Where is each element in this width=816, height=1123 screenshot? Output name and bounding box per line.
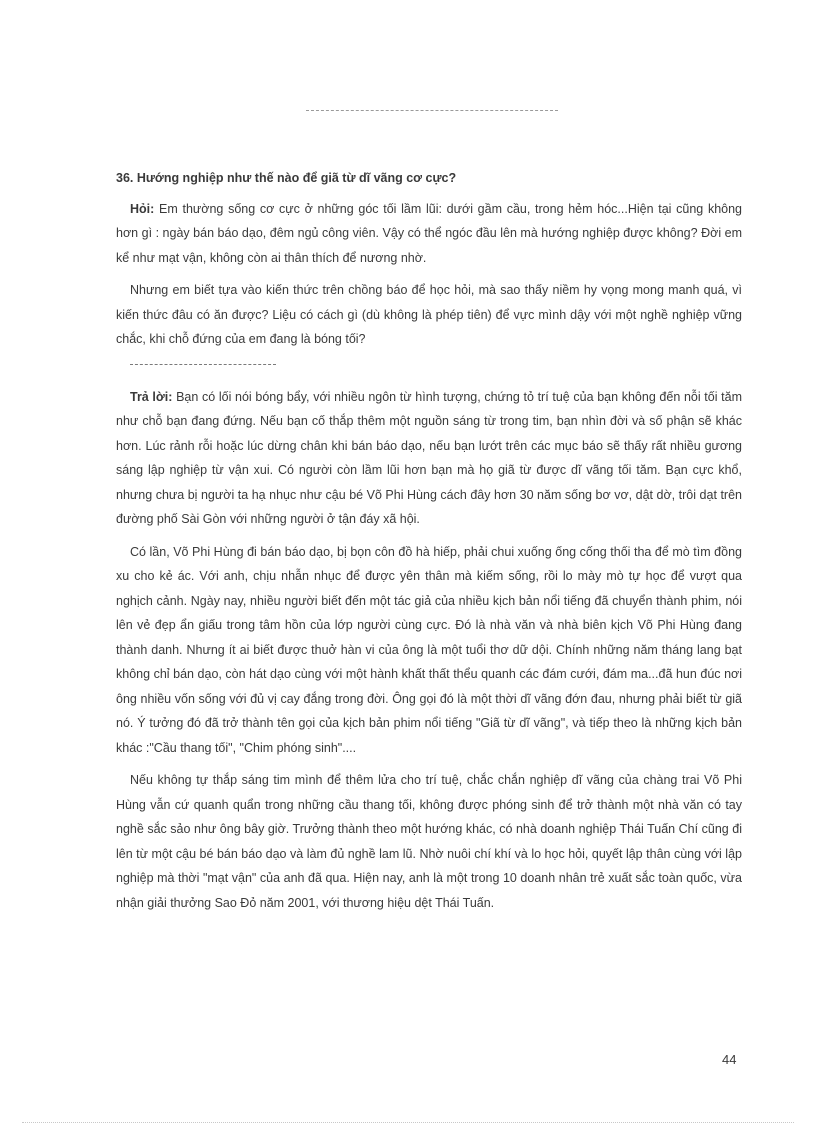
question-label: Hỏi:: [130, 201, 155, 216]
answer-text-1: Bạn có lối nói bóng bẩy, với nhiều ngôn từ hình tượng, chứng tỏ trí tuệ của bạn không đến nỗi tối tăm như chỗ bạn đang đứng. Nếu bạn cố thắp thêm một nguồn sáng từ trong tim, bạn nhìn đời và số phận sẽ khác hơn. Lúc rảnh rỗi hoặc lúc dừng chân khi bán báo dạo, nếu bạn lướt trên các mục báo sẽ thấy rất nhiều gương sáng lập nghiệp từ vận xui. Có người còn lầm lũi hơn bạn mà họ giã từ được dĩ vãng tối tăm. Bạn cực khổ, nhưng chưa bị người ta hạ nhục như cậu bé Võ Phi Hùng cách đây hơn 30 năm sống bơ vơ, dật dờ, trôi dạt trên đường phố Sài Gòn với những người ở tận đáy xã hội.: [116, 389, 742, 526]
answer-paragraph-2: Có lần, Võ Phi Hùng đi bán báo dạo, bị bọn côn đồ hà hiếp, phải chui xuống ống cống thối tha để mò tìm đồng xu cho kẻ ác. Với anh, chịu nhẫn nhục để được yên thân mà kiếm sống, rồi lo mày mò tự học để vượt qua nghịch cảnh. Ngày nay, nhiều người biết đến một tác giả của nhiều kịch bản nổi tiếng đã chuyển thành phim, nói lên vẻ đẹp ẩn giấu trong tâm hồn của lớp người cùng cực. Đó là nhà văn và nhà biên kịch Võ Phi Hùng đang thành danh. Nhưng ít ai biết được thuở hàn vi của ông là một tuổi thơ dữ dội. Chính những năm tháng lang bạt không chỉ bán dạo, còn hát dạo cùng với một hành khất thất thểu quanh các đám cưới, đám ma...đã hun đúc nơi ông nhiều vốn sống với đủ vị cay đắng trong đời. Ông gọi đó là một thời dĩ vãng đớn đau, nhưng phải biết từ giã nó. Ý tưởng đó đã trở thành tên gọi của kịch bản phim nổi tiếng "Giã từ dĩ vãng", và tiếp theo là những kịch bản khác :"Cầu thang tối", "Chim phóng sinh"....: [116, 544, 742, 755]
answer-label: Trả lời:: [130, 389, 173, 404]
answer-paragraph-1: [116, 385, 742, 532]
question-text-1: Em thường sống cơ cực ở những góc tối lầm lũi: dưới gầm cầu, trong hẻm hóc...Hiện tại cũng không hơn gì : ngày bán báo dạo, đêm ngủ công viên. Vậy có thể ngóc đầu lên mà hướng nghiệp được không? Đời em kể như mạt vận, không còn ai thân thích để nương nhờ.: [116, 201, 742, 265]
qa-divider: [130, 364, 276, 365]
document-body: [116, 166, 742, 923]
top-divider: [306, 110, 558, 111]
section-heading: 36. Hướng nghiệp như thế nào để giã từ dĩ vãng cơ cực?: [116, 171, 457, 185]
question-paragraph-1: [116, 197, 742, 271]
page-number: 44: [722, 1052, 737, 1067]
answer-paragraph-3: Nếu không tự thắp sáng tim mình để thêm lửa cho trí tuệ, chắc chắn nghiệp dĩ vãng của chàng trai Võ Phi Hùng vẫn cứ quanh quẩn trong những cầu thang tối, không được phóng sinh để trở thành một nhà văn có tay nghề sắc sảo như ông bây giờ. Trưởng thành theo một hướng khác, có nhà doanh nghiệp Thái Tuấn Chí cũng đi lên từ một cậu bé bán báo dạo và làm đủ nghề lam lũ. Nhờ nuôi chí khí và lo học hỏi, quyết lập thân cùng với lập nghiệp mà thời "mạt vận" của anh đã qua. Hiện nay, anh là một trong 10 doanh nhân trẻ xuất sắc toàn quốc, vừa nhận giải thưởng Sao Đỏ năm 2001, với thương hiệu dệt Thái Tuấn.: [116, 773, 742, 910]
question-paragraph-2: Nhưng em biết tựa vào kiến thức trên chồng báo để học hỏi, mà sao thấy niềm hy vọng mong manh quá, vì kiến thức đâu có ăn được? Liệu có cách gì (dù không là phép tiên) để vực mình dậy với một nghề nghiệp vững chắc, khi chỗ đứng của em đang là bóng tối?: [116, 283, 742, 346]
